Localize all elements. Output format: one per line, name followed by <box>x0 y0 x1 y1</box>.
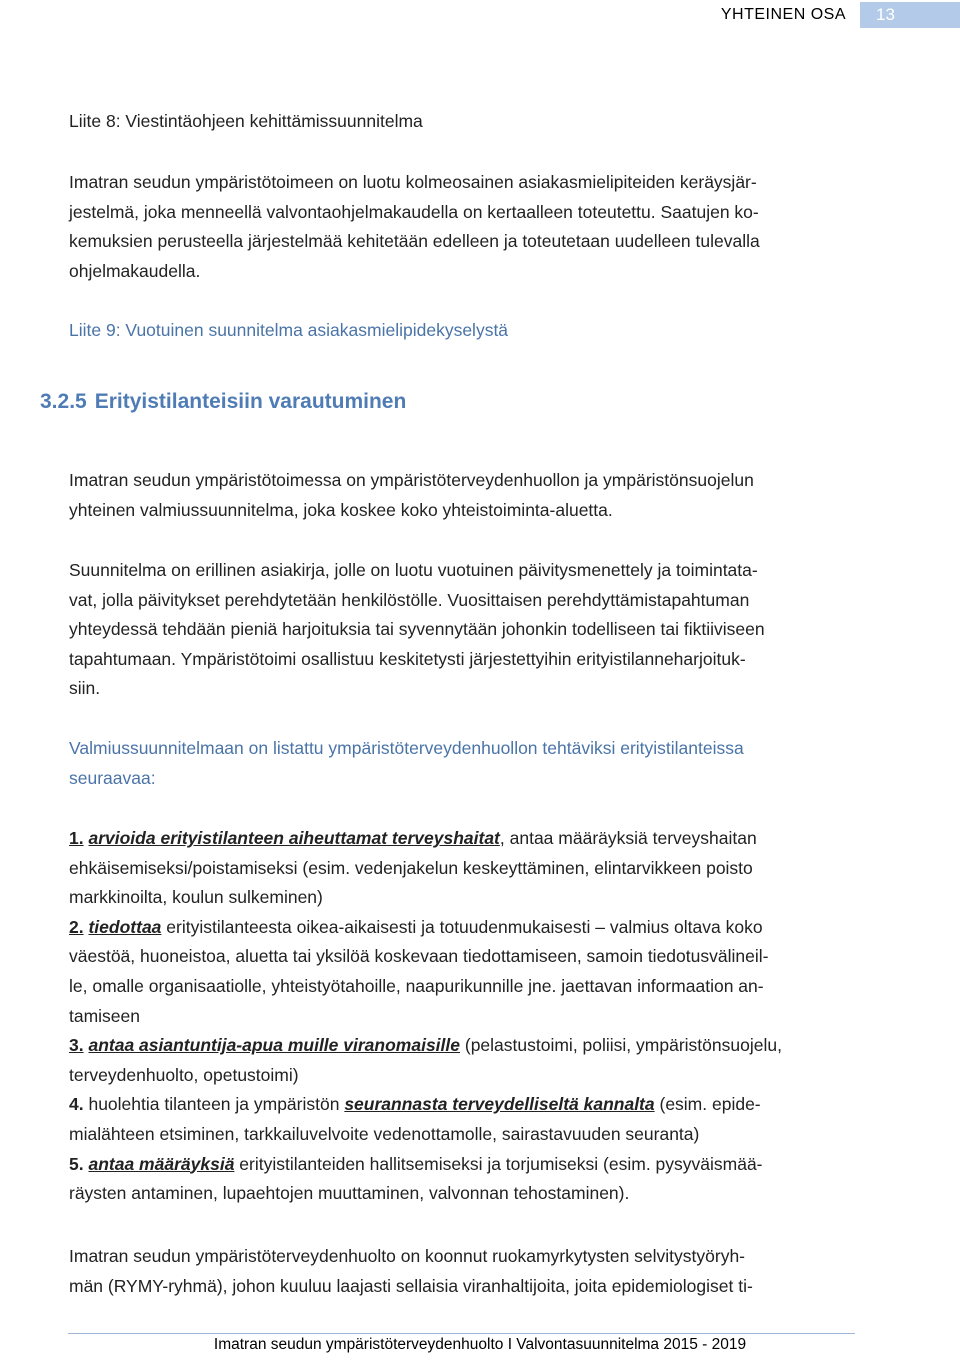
page-footer: Imatran seudun ympäristöterveydenhuolto I Valvontasuunnitelma 2015 - 2019 <box>213 1336 747 1353</box>
list-item-key: antaa määräyksiä <box>88 1153 235 1174</box>
list-item: 4. huolehtia tilanteen ja ympäristön seurannasta terveydelliseltä kannalta (esim. epide- <box>69 1094 761 1115</box>
duties-list: 1. arvioida erityistilanteen aiheuttamat terveyshaitat, antaa määräyksiä terveyshaitan ehkäisemiseksi/poistamiseksi (esim. vedenjakelun keskeyttäminen, elintarvikkeen poisto markkinoilta, koulun sulkeminen) 2. tiedottaa erityistilanteesta oikea-aikaisesti ja totuudenmukaisesti – valmius oltava koko väestöä, huoneistoa, aluetta tai yksilöä koskevaan tiedottamiseen, samoin tiedotusvälineil- le, omalle organisaatiolle, yhteistyötahoille, naapurikunnille jne. jaettavan informaation an- tamiseen 3. antaa asiantuntija-apua muille viranomaisille (pelastustoimi, poliisi, ympäristönsuojelu, terveydenhuolto, opetustoimi) 4. huolehtia tilanteen ja ympäristön seurannasta terveydelliseltä kannalta (esim. epide- mialähteen etsiminen, tarkkailuvelvoite vedenottamolle, sairastavuuden seuranta) 5. antaa määräyksiä erityistilanteiden hallitsemiseksi ja torjumiseksi (esim. pysyväismää- räysten antaminen, lupaehtojen muuttaminen, valvonnan tehostaminen). <box>69 824 861 1209</box>
page-number: 13 <box>860 2 960 28</box>
list-item-key: seurannasta terveydelliseltä kannalta <box>344 1094 655 1115</box>
paragraph-4: Imatran seudun ympäristöterveydenhuolto on koonnut ruokamyrkytysten selvitystyöryh- män (RYMY-ryhmä), johon kuuluu laajasti sellaisia viranhaltijoita, joita epidemiologiset ti- <box>69 1246 753 1296</box>
paragraph-3: Valmiussuunnitelmaan on listattu ympäristöterveydenhuollon tehtäviksi erityistilanteissa seuraavaa: <box>69 738 744 788</box>
page-header <box>721 0 960 30</box>
list-item-key: antaa asiantuntija-apua muille viranomaisille <box>88 1035 460 1056</box>
header-label: YHTEINEN OSA <box>720 6 846 23</box>
list-item: 1. arvioida erityistilanteen aiheuttamat terveyshaitat, antaa määräyksiä terveyshaitan <box>69 828 757 848</box>
list-item-key: arvioida erityistilanteen aiheuttamat terveyshaitat <box>88 828 500 848</box>
list-item: 3. antaa asiantuntija-apua muille viranomaisille (pelastustoimi, poliisi, ympäristönsuojelu, <box>69 1035 782 1056</box>
footer-divider <box>68 1333 855 1334</box>
section-title: Erityistilanteisiin varautuminen <box>94 390 407 413</box>
section-number: 3.2.5 <box>40 390 87 413</box>
intro-paragraph: Imatran seudun ympäristötoimeen on luotu kolmeosainen asiakasmielipiteiden keräysjär- jestelmä, joka menneellä valvontaohjelmakaudella on kertaalleen toteutettu. Saatujen ko- kemuksien perusteella järjestelmää kehitetään edelleen ja toteutetaan uudelleen tulevalla ohjelmakaudella. <box>69 172 760 281</box>
paragraph-1: Imatran seudun ympäristötoimessa on ympäristöterveydenhuollon ja ympäristönsuojelun yhteinen valmiussuunnitelma, joka koskee koko yhteistoiminta-aluetta. <box>69 470 754 520</box>
liite-8-line: Liite 8: Viestintäohjeen kehittämissuunnitelma <box>69 111 423 131</box>
liite-9-line: Liite 9: Vuotuinen suunnitelma asiakasmielipidekyselystä <box>69 320 509 340</box>
list-item: 5. antaa määräyksiä erityistilanteiden hallitsemiseksi ja torjumiseksi (esim. pysyväismää- <box>69 1153 763 1174</box>
list-item: 2. tiedottaa erityistilanteesta oikea-aikaisesti ja totuudenmukaisesti – valmius oltava koko <box>69 916 763 937</box>
paragraph-2: Suunnitelma on erillinen asiakirja, jolle on luotu vuotuinen päivitysmenettely ja toimintata- vat, jolla päivitykset perehdytetään henkilöstölle. Vuosittaisen perehdyttämistapahtuman yhteydessä tehdään pieniä harjoituksia tai syvennytään johonkin todelliseen tai fiktiiviseen tapahtumaan. Ympäristötoimi osallistuu keskitetysti järjestettyihin erityistilanneharjoituk- siin. <box>69 560 765 699</box>
section-heading <box>40 390 406 414</box>
list-item-key: tiedottaa <box>88 916 162 937</box>
